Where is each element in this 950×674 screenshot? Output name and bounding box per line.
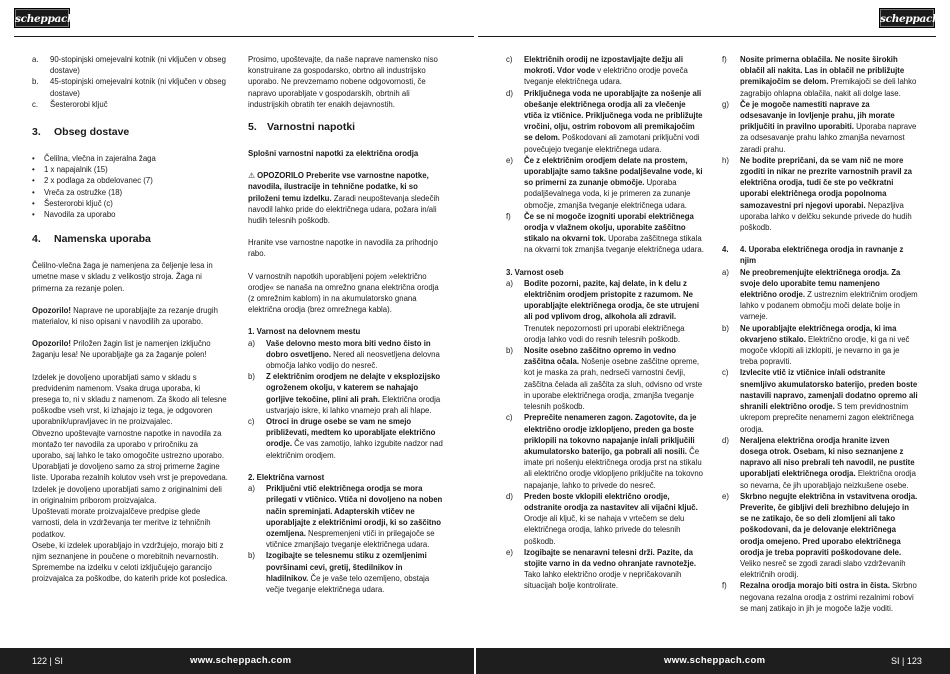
bullet-text: Vreča za ostružke (18) xyxy=(44,187,123,197)
list-marker: d) xyxy=(506,88,513,98)
list-marker: b) xyxy=(248,551,255,561)
list-text-body: Uporaba podaljševalnega voda, ki je primeren za zunanje območje, zmanjša tveganje električnega udara. xyxy=(524,178,691,210)
list-text-bold: Rezalna orodja morajo biti ostra in čista. xyxy=(740,581,890,591)
list-text xyxy=(524,211,704,256)
subsection-heading: 3. Varnost oseb xyxy=(506,267,564,277)
scope-item xyxy=(32,54,228,76)
list-text xyxy=(50,76,228,98)
list-text xyxy=(524,278,704,345)
safety-item xyxy=(248,550,444,595)
safety-item xyxy=(248,483,444,550)
bullet-marker: • xyxy=(32,154,35,164)
list-text-body: Poškodovani ali zamotani priključni vodi povečujejo tveganje električnega udara. xyxy=(524,133,700,154)
column-1 xyxy=(32,54,228,585)
list-text-body: Tako lahko električno orodje v nepričakovanih situacijah bolje kontrolirate. xyxy=(524,570,682,591)
list-text-body: Nespremenjeni vtiči in prilegajoče se vtičnice zmanjšajo tveganje električnega udara. xyxy=(266,528,435,550)
safety-item xyxy=(506,278,704,345)
list-text-body: Uporaba naprave za odsesavanje prahu lahko zmanjša nevarnost zaradi prahu. xyxy=(740,122,917,154)
safety-item xyxy=(506,412,704,490)
list-marker: c) xyxy=(722,368,729,378)
list-marker: b) xyxy=(248,372,255,382)
list-text xyxy=(524,491,704,547)
safety-item xyxy=(248,416,444,461)
column-2 xyxy=(248,54,444,595)
list-text-body: Uporaba zaščitnega stikala na okvarni tok zmanjša tveganje električnega udara. xyxy=(524,234,704,255)
list-text-bold: Vaše delovno mesto mora biti vedno čisto in dobro osvetljeno. xyxy=(266,338,431,359)
paragraph: Obvezno upoštevajte varnostne napotke in navodila za montažo ter navodila za uporabo v priročniku za uporabo, saj lahko le tako omogočite ustrezno uporabo. xyxy=(32,428,225,461)
list-marker: b. xyxy=(32,77,39,87)
list-text-body: Nepazljiva uporaba lahko v delčku sekunde privede do hudih poškodb. xyxy=(740,200,912,233)
list-marker: f) xyxy=(722,581,727,591)
list-text xyxy=(266,371,444,416)
list-marker: f) xyxy=(506,211,511,221)
list-text-body: 45-stopinjski omejevalni kotnik (ni vključen v obseg dostave) xyxy=(50,77,226,98)
bullet-text: 1 x napajalnik (15) xyxy=(44,165,108,175)
safety-item xyxy=(506,547,704,592)
list-text-body: Veliko nesreč se zgodi zaradi slabo vzdrževanih električnih orodij. xyxy=(740,558,906,580)
scope-item xyxy=(32,99,228,110)
list-text xyxy=(524,345,704,412)
list-text-bold: Preprečite nenameren zagon. Zagotovite, da je električno orodje izklopljeno, preden ga boste priklopili na tokovno napajanje in/ali priključili akumulatorsko baterijo, ga pobrali ali nosili. xyxy=(524,413,697,456)
safety-item xyxy=(506,211,704,256)
list-text-bold: Če z električnim orodjem delate na prostem, uporabljajte samo takšne podaljševalne vode, ki so primerni za zunanje območje. xyxy=(524,155,703,188)
bullet-item xyxy=(32,153,228,164)
list-text-bold: Priključnega voda ne uporabljajte za nošenje ali obešanje električnega orodja ali za vlečenje vtiča iz vtičnice. Priključnega voda ne približujte vročini, olju, ostrim robovom ali premikajočim se delom. xyxy=(524,88,703,143)
list-text-body: Orodje ali ključ, ki se nahaja v vrtečem se delu električnega orodja, lahko privede do telesnih poškodb. xyxy=(524,514,685,546)
tool-use-list xyxy=(722,267,918,614)
safety-item xyxy=(722,155,918,233)
warning-block: ⚠ OPOZORILO Preberite vse varnostne napotke, navodila, ilustracije in tehnične podatke, ki so priloženi temu izdelku. Zaradi neupoštevanja sledečih navodil lahko pride do električnega udara, požara in/ali hudih telesnih poškodb. xyxy=(248,171,440,226)
list-text xyxy=(524,547,704,592)
paragraph: Čelilno-vlečna žaga je namenjena za čeljenje lesa in umetne mase v skladu z velikostjo stroja. Žaga ni primerna za rezanje polen. xyxy=(32,261,213,293)
paragraph: Izdelek je dovoljeno uporabljati samo z originalnimi deli in originalnim priborom proizvajalca. xyxy=(32,484,222,505)
safety-item xyxy=(248,371,444,416)
list-marker: a. xyxy=(32,55,39,64)
list-text-bold: Priključni vtič električnega orodja se mora prilegati v vtičnico. Vtiča ni dovoljeno na noben način spreminjati. Adapterskih vtičev ne uporabljajte z električnimi orodji, ki so zaščitno ozemljena. xyxy=(266,484,443,538)
section-heading-4: 4. Namenska uporaba xyxy=(32,233,151,246)
list-marker: c) xyxy=(248,417,255,427)
list-text-bold: Če je mogoče namestiti naprave za odsesavanje in lovljenje prahu, jih morate priključiti in pravilno uporabiti. xyxy=(740,99,895,132)
list-text-bold: Izogibajte se nenaravni telesni drži. Pazite, da stojite varno in da vedno ohranjate ravnotežje. xyxy=(524,547,697,568)
page-divider xyxy=(474,648,476,674)
paragraph: Hranite vse varnostne napotke in navodila za prihodnjo rabo. xyxy=(248,238,438,259)
safety-item xyxy=(506,345,704,412)
page-footer xyxy=(0,648,950,674)
list-text xyxy=(524,88,704,155)
usage-paragraphs xyxy=(32,372,228,585)
header-rule-left xyxy=(14,36,474,37)
list-text xyxy=(266,550,444,595)
list-text-body: v električno orodje poveča tveganje električnega udara. xyxy=(524,66,688,87)
scope-items xyxy=(32,54,228,110)
subsection-heading: 1. Varnost na delovnem mestu xyxy=(248,327,361,337)
list-text-bold: Skrbno negujte električna in vstavitvena orodja. Preverite, če gibljivi deli brezhibno delujejo in se ne zatikajo, če so deli zlomljeni ali tako poškodovani, da je delovanje električnega orodja omejeno. Pred uporabo električnega orodja je treba popraviti poškodovane dele. xyxy=(740,491,918,557)
warning-paragraph: Opozorilo! Naprave ne uporabljajte za rezanje drugih materialov, ki niso opisani v navodilih za uporabo. xyxy=(32,305,218,327)
safety-item xyxy=(722,54,918,99)
list-marker: g) xyxy=(722,99,729,109)
page-number-right: SI | 123 xyxy=(891,656,922,666)
list-text xyxy=(740,267,918,323)
subsection-heading: 4. 4. Uporaba električnega orodja in ravnanje z njim xyxy=(722,245,904,266)
bullet-item xyxy=(32,175,228,186)
list-text xyxy=(524,155,704,211)
scope-item xyxy=(32,76,228,98)
safety-item xyxy=(248,338,444,372)
safety-item xyxy=(506,491,704,547)
paragraph: Izdelek je dovoljeno uporabljati samo v skladu s predvidenim namenom. Vsaka druga uporaba, ki presega to, ni v skladu z namenom. Za škodo ali telesne poškodbe vseh vrst, ki izhajajo iz tega, je odgovoren uporabnik/upravljavec in ne proizvajalec. xyxy=(32,372,227,427)
safety-item xyxy=(506,88,704,155)
page-number-left: 122 | SI xyxy=(32,656,63,666)
list-text-bold: Nosite osebno zaščitno opremo in vedno zaščitna očala. xyxy=(524,346,677,367)
list-text xyxy=(740,323,918,368)
list-text xyxy=(740,435,918,491)
list-marker: a) xyxy=(248,338,255,348)
list-marker: c) xyxy=(506,413,513,423)
list-text-bold: Električnih orodij ne izpostavljajte dežju ali mokroti. Vdor vode xyxy=(524,55,684,76)
list-text-bold: Ne preobremenjujte električnega orodja. Za svoje delo uporabite temu namenjeno električno orodje. xyxy=(740,267,901,300)
safety-item xyxy=(722,367,918,434)
safety-item xyxy=(722,491,918,581)
list-text-bold: Izvlecite vtič iz vtičnice in/ali odstranite snemljivo akumulatorsko baterijo, preden boste nastavili napravo, zamenjali dodatno opremo ali shranili električno orodje. xyxy=(740,368,918,412)
list-text xyxy=(266,416,444,461)
list-text xyxy=(266,483,444,550)
paragraph: Uporabljati je dovoljeno samo za stroj primerne žagine liste. Uporaba rezalnih kolutov vseh vrst je prepovedana. xyxy=(32,462,228,483)
safety-item xyxy=(722,323,918,368)
bullet-item xyxy=(32,187,228,198)
brand-logo-right: scheppach xyxy=(879,8,935,28)
list-text-bold: Če se ni mogoče izogniti uporabi električnega orodja v vlažnem okolju, uporabite zaščitno stikalo na okvarni tok. xyxy=(524,211,694,244)
list-text-body: Če je vaše telo ozemljeno, obstaja večje tveganje električnega udara. xyxy=(266,573,430,594)
safety-item xyxy=(722,267,918,323)
bullet-marker: • xyxy=(32,210,35,220)
website-link-right[interactable]: www.scheppach.com xyxy=(664,655,766,666)
list-marker: d) xyxy=(722,435,729,445)
bullet-item xyxy=(32,164,228,175)
section-heading-5: 5. Varnostni napotki xyxy=(248,121,356,134)
list-marker: d) xyxy=(506,491,513,501)
list-text xyxy=(50,99,228,110)
bullet-text: Čelilna, vlečna in zajeralna žaga xyxy=(44,154,156,164)
list-text-body: Premikajoči se deli lahko zagrabijo ohlapna oblačila, nakit ali dolge lase. xyxy=(740,77,917,98)
list-text-body: S tem previdnostnim ukrepom preprečite nenamerni zagon električnega orodja. xyxy=(740,402,914,434)
list-text-body: Trenutek nepozornosti pri uporabi električnega orodja lahko vodi do resnih telesnih poškodb. xyxy=(524,323,685,344)
column-4 xyxy=(722,54,918,614)
subsection-heading: 2. Električna varnost xyxy=(248,472,325,482)
list-text xyxy=(740,155,918,233)
list-text-body: Če imate pri nošenju električnega orodja prst na stikalu ali električno orodje vklopljeno priključite na tokovno napajanje, lahko to privede do nesreč. xyxy=(524,446,703,490)
paragraph: Spremembe na izdelku v celoti izključujejo garancijo proizvajalca za poškodbe, do katerih pride kot posledica. xyxy=(32,563,228,584)
bullet-marker: • xyxy=(32,198,35,208)
list-text-body: Skrbno negovana rezalna orodja z ostrimi rezalnimi robovi se manj zatikajo in jih je mogoče lažje voditi. xyxy=(740,581,917,613)
list-text xyxy=(740,491,918,581)
bullet-text: Šesterorobi ključ (c) xyxy=(44,198,113,208)
bullet-text: Navodila za uporabo xyxy=(44,210,116,220)
safety-item xyxy=(722,580,918,614)
safety-item xyxy=(722,99,918,155)
bullet-marker: • xyxy=(32,187,35,197)
bullet-text: 2 x podlaga za obdelovanec (7) xyxy=(44,176,153,186)
list-marker: b) xyxy=(506,346,513,356)
list-text xyxy=(740,367,918,434)
paragraph: Upoštevati morate proizvajalčeve predpise glede varnosti, dela in vzdrževanja ter meritve iz tehničnih podatkov. xyxy=(32,507,211,539)
list-text-body: Električna orodja ustvarjajo iskre, ki lahko vnamejo prah ali hlape. xyxy=(266,394,441,415)
list-text-bold: Nosite primerna oblačila. Ne nosite širokih oblačil ali nakita. Las in oblačil ne približujte premikajočim se delom. xyxy=(740,55,905,87)
bullet-item xyxy=(32,198,228,209)
list-marker: a) xyxy=(722,267,729,277)
list-text-body: Nošenje osebne zaščitne opreme, kot je maska za prah, nedrseči varnostni čevlji, zaščitna čelada ali zaščita za sluh, odvisno od vrste in uporabe električnega orodja, zmanjša tveganje telesnih poškodb. xyxy=(524,357,703,412)
list-text xyxy=(524,412,704,490)
list-text-bold: Izogibajte se telesnemu stiku z ozemljenimi površinami cevi, gretij, štedilnikov in hladilnikov. xyxy=(266,551,427,583)
safety-item xyxy=(506,155,704,211)
subheading: Splošni varnostni napotki za električna orodja xyxy=(248,149,419,159)
list-text-bold: Bodite pozorni, pazite, kaj delate, in k delu z električnim orodjem pristopite z razumom. Ne uporabljajte električnega orodja, če ste utrujeni ali pod vplivom drog, alkohola ali zdravil. xyxy=(524,278,700,322)
column-3 xyxy=(506,54,704,592)
paragraph: Prosimo, upoštevajte, da naše naprave namensko niso konstruirane za gospodarsko, obrtno ali industrijsko uporabo. Ne prevzemamo nobene odgovornosti, če napravo uporabljate v gospodarskih, obrtnih ali industrijskih obratih ter enakih dejavnostih. xyxy=(248,55,438,109)
list-text-body: Nered ali neosvetljena delovna območja lahko vodijo do nesreč. xyxy=(266,349,440,371)
list-text-bold: Preden boste vklopili električno orodje, odstranite orodja za nastavitev ali vijačni ključ. xyxy=(524,491,698,512)
list-marker: e) xyxy=(722,491,729,501)
list-marker: a) xyxy=(248,484,255,494)
list-text xyxy=(50,54,228,76)
list-text-body: Električna orodja so nevarna, če jih uporabljajo neizkušene osebe. xyxy=(740,469,916,490)
header-rule-right xyxy=(478,36,936,37)
paragraph: Osebe, ki izdelek uporabljajo in vzdržujejo, morajo biti z njim seznanjene in poučene o morebitnih nevarnostih. xyxy=(32,540,224,561)
electrical-safety-list xyxy=(248,483,444,595)
safety-item xyxy=(506,54,704,88)
list-text-bold: Ne bodite prepričani, da se vam nič ne more zgoditi in nikar ne prezrite varnostnih pravil za električna orodja, tudi če ste po večkratni uporabi električnega orodja popolnoma samozavestni pri njegovi uporabi. xyxy=(740,155,912,210)
bullet-marker: • xyxy=(32,176,35,186)
list-text-body: Šesterorobi ključ xyxy=(50,99,108,109)
list-text-body: 90-stopinjski omejevalni kotnik (ni vključen v obseg dostave) xyxy=(50,55,226,76)
list-marker: c) xyxy=(506,55,513,64)
bullet-item xyxy=(32,209,228,220)
paragraph: V varnostnih napotkih uporabljeni pojem »električno orodje« se nanaša na omrežno gnana električna orodja (z omrežnim kablom) in na akumulatorsko gnana električna orodja (brez omrežnega kabla). xyxy=(248,271,439,315)
list-text-bold: Otroci in druge osebe se vam ne smejo približevati, medtem ko uporabljate električno orodje. xyxy=(266,417,436,449)
list-marker: f) xyxy=(722,55,727,64)
list-text-bold: Z električnim orodjem ne delajte v eksplozijsko ogroženem okolju, v katerem se nahajajo gorljive tekočine, plini ali prah. xyxy=(266,372,441,404)
list-text-bold: Neraljena električna orodja hranite izven dosega otrok. Osebam, ki niso seznanjene z napravo ali niso prebrali teh navodil, ne pustite uporabljati električnega orodja. xyxy=(740,435,915,479)
delivery-list xyxy=(32,153,228,220)
list-text-body: Z ustreznim električnim orodjem lahko v podanem območju moči delate bolje in varneje. xyxy=(740,290,918,322)
section-heading-3: 3. Obseg dostave xyxy=(32,126,130,139)
list-text xyxy=(740,99,918,155)
personal-safety-list xyxy=(506,278,704,592)
list-marker: e) xyxy=(506,155,513,165)
list-text-bold: Ne uporabljajte električnega orodja, ki ima okvarjeno stikalo. xyxy=(740,323,897,344)
bullet-marker: • xyxy=(32,165,35,175)
list-text xyxy=(266,338,444,372)
safety-item xyxy=(722,435,918,491)
list-text xyxy=(524,54,704,88)
list-marker: a) xyxy=(506,278,513,288)
list-marker: e) xyxy=(506,547,513,557)
list-text xyxy=(740,54,918,99)
electrical-safety-list-cont xyxy=(506,54,704,256)
personal-safety-list-cont xyxy=(722,54,918,233)
list-marker: c. xyxy=(32,99,39,109)
workplace-safety-list xyxy=(248,338,444,461)
brand-logo-left: scheppach xyxy=(14,8,70,28)
warning-paragraph: Opozorilo! Priložen žagin list je namenjen izključno žaganju lesa! Ne uporabljajte ga za žaganje polen! xyxy=(32,339,211,360)
list-text-body: Električno orodje, ki ga ni več mogoče vklopiti ali izklopiti, je nevarno in ga je treba popraviti. xyxy=(740,334,910,367)
website-link-left[interactable]: www.scheppach.com xyxy=(190,655,292,666)
list-marker: h) xyxy=(722,155,729,165)
list-text xyxy=(740,580,918,614)
list-marker: b) xyxy=(722,323,729,333)
list-text-body: Če vas zamotijo, lahko izgubite nadzor nad električnim orodjem. xyxy=(266,439,443,460)
